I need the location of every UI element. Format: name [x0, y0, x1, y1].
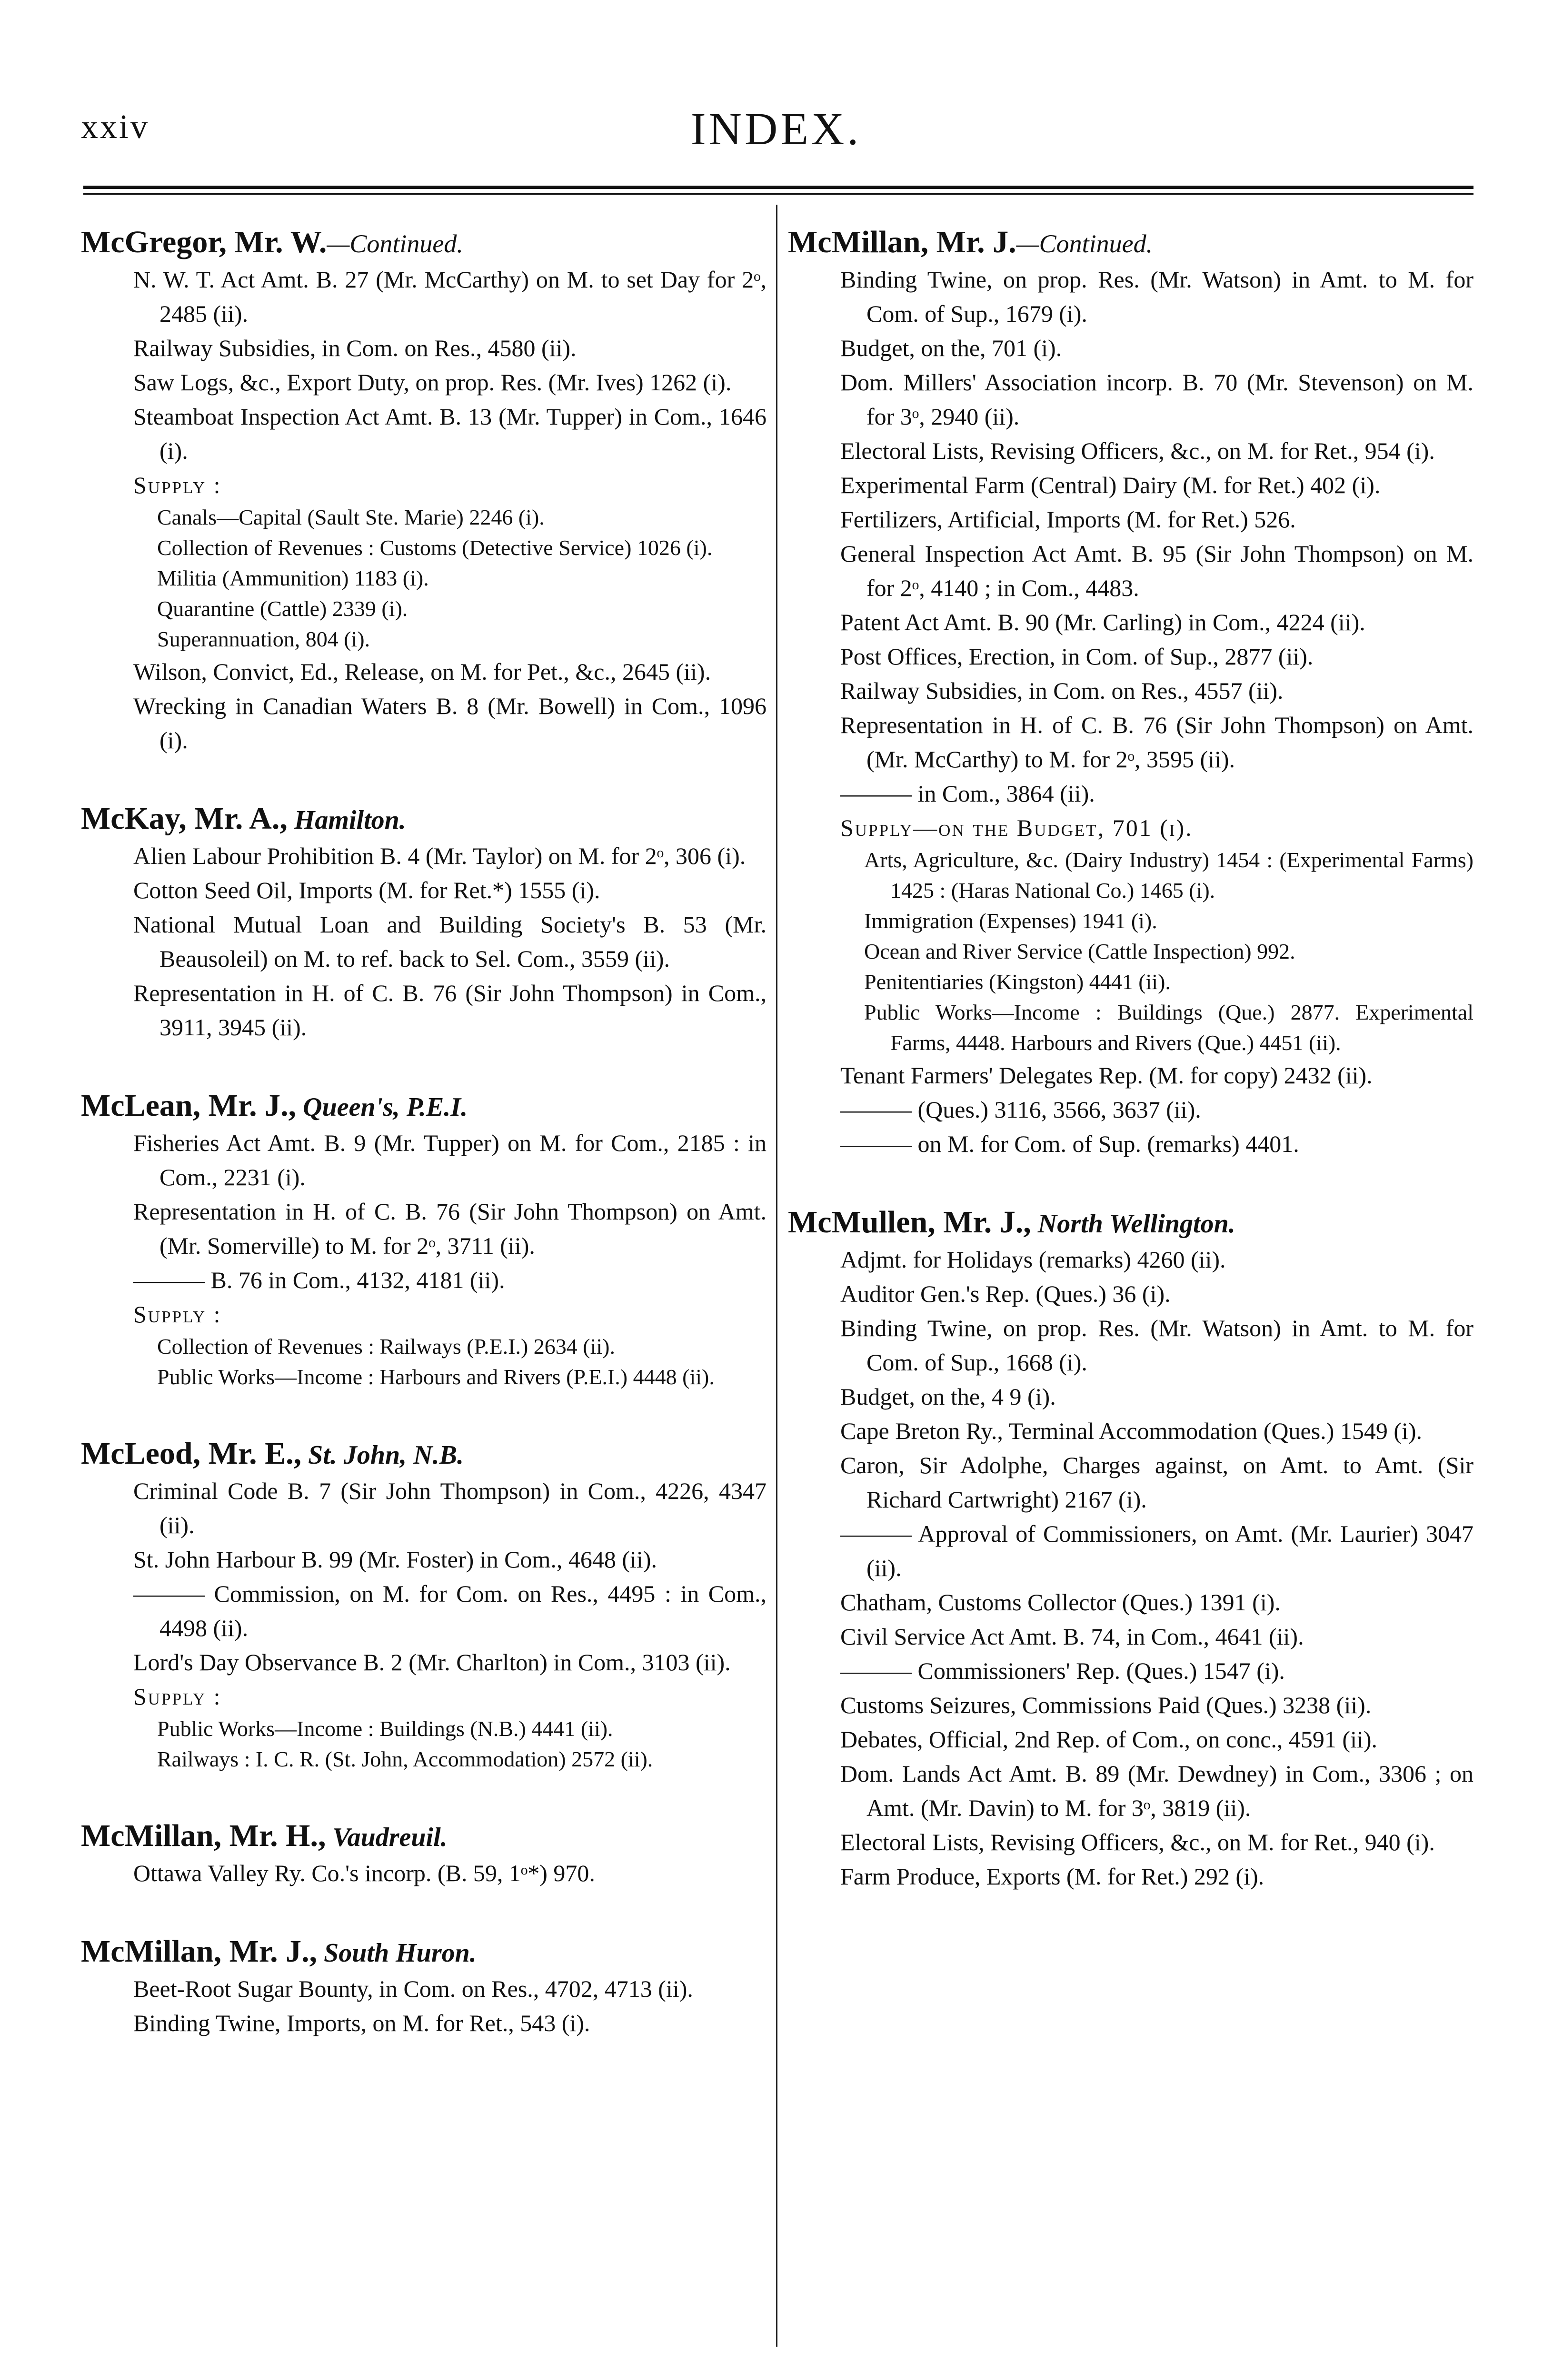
supply-subentry: Public Works—Income : Buildings (N.B.) 4441 (ii). [157, 1716, 613, 1741]
index-entry [81, 1817, 767, 1890]
index-subject: Caron, Sir Adolphe, Charges against, on Amt. to Amt. (Sir Richard Cartwright) 2167 (i). [840, 1452, 1473, 1513]
constituency: Queen's, P.E.I. [296, 1092, 468, 1122]
index-subject: Binding Twine, on prop. Res. (Mr. Watson) in Amt. to M. for Com. of Sup., 1679 (i). [840, 266, 1473, 327]
index-subject: Saw Logs, &c., Export Duty, on prop. Res. (Mr. Ives) 1262 (i). [133, 369, 732, 396]
supply-subentry: Collection of Revenues : Customs (Detective Service) 1026 (i). [157, 536, 713, 560]
index-subject: Auditor Gen.'s Rep. (Ques.) 36 (i). [840, 1280, 1171, 1307]
index-subject: ——— Commissioners' Rep. (Ques.) 1547 (i). [840, 1657, 1285, 1684]
index-subject: N. W. T. Act Amt. B. 27 (Mr. McCarthy) on M. to set Day for 2ᵒ, 2485 (ii). [133, 266, 767, 327]
page-header [81, 102, 1471, 159]
index-subject: National Mutual Loan and Building Society's B. 53 (Mr. Beausoleil) on M. to ref. back to Sel. Com., 3559 (ii). [133, 911, 767, 972]
supply-heading: Supply : [133, 1683, 222, 1710]
supply-heading: Supply : [133, 1301, 222, 1328]
member-name: McGregor, Mr. W. [81, 225, 327, 259]
index-subject: Civil Service Act Amt. B. 74, in Com., 4641 (ii). [840, 1623, 1304, 1650]
supply-subentry: Superannuation, 804 (i). [157, 627, 370, 651]
supply-subentry: Collection of Revenues : Railways (P.E.I.) 2634 (ii). [157, 1334, 616, 1359]
index-entry [788, 224, 1473, 1161]
index-subject: Post Offices, Erection, in Com. of Sup., 2877 (ii). [840, 643, 1314, 670]
index-subject: Alien Labour Prohibition B. 4 (Mr. Taylor) on M. for 2ᵒ, 306 (i). [133, 843, 746, 869]
continued-label: —Continued. [1016, 229, 1153, 258]
supply-subentry: Railways : I. C. R. (St. John, Accommodation) 2572 (ii). [157, 1747, 653, 1771]
index-subject: Patent Act Amt. B. 90 (Mr. Carling) in Com., 4224 (ii). [840, 609, 1365, 635]
member-name: McLeod, Mr. E., [81, 1436, 302, 1471]
index-entry [81, 1435, 767, 1775]
member-name: McMullen, Mr. J., [788, 1205, 1031, 1240]
index-subject: St. John Harbour B. 99 (Mr. Foster) in Com., 4648 (ii). [133, 1546, 657, 1573]
entry-heading [788, 1204, 1473, 1242]
supply-subentry: Public Works—Income : Harbours and Rivers (P.E.I.) 4448 (ii). [157, 1365, 715, 1389]
supply-heading: Supply—on the Budget, 701 (i). [840, 814, 1193, 841]
index-subject: Ottawa Valley Ry. Co.'s incorp. (B. 59, 1ᵒ*) 970. [133, 1860, 595, 1886]
index-subject: Wilson, Convict, Ed., Release, on M. for Pet., &c., 2645 (ii). [133, 658, 711, 685]
supply-subentry: Public Works—Income : Buildings (Que.) 2877. Experimental Farms, 4448. Harbours and Rivers (Que.) 4451 (ii). [864, 1000, 1473, 1055]
index-subject: ——— in Com., 3864 (ii). [840, 780, 1095, 807]
index-subject: Budget, on the, 4 9 (i). [840, 1383, 1056, 1410]
page-number: xxiv [81, 108, 150, 146]
constituency: South Huron. [317, 1938, 477, 1968]
member-name: McMillan, Mr. J., [81, 1934, 318, 1969]
member-name: McMillan, Mr. H., [81, 1818, 326, 1853]
index-subject: Criminal Code B. 7 (Sir John Thompson) in Com., 4226, 4347 (ii). [133, 1478, 767, 1538]
index-entry [81, 800, 767, 1044]
constituency: Vaudreuil. [326, 1823, 448, 1852]
index-subject: ——— B. 76 in Com., 4132, 4181 (ii). [133, 1267, 505, 1293]
constituency: Hamilton. [287, 805, 406, 835]
supply-subentry: Canals—Capital (Sault Ste. Marie) 2246 (i). [157, 505, 545, 529]
supply-subentry: Immigration (Expenses) 1941 (i). [864, 909, 1157, 933]
entry-heading [788, 224, 1473, 262]
entry-heading [81, 1087, 767, 1126]
index-subject: Representation in H. of C. B. 76 (Sir John Thompson) on Amt. (Mr. Somerville) to M. for 2ᵒ, 3711 (ii). [133, 1198, 767, 1259]
index-subject: Railway Subsidies, in Com. on Res., 4557 (ii). [840, 677, 1284, 704]
index-subject: Farm Produce, Exports (M. for Ret.) 292 (i). [840, 1863, 1264, 1890]
index-subject: Binding Twine, on prop. Res. (Mr. Watson) in Amt. to M. for Com. of Sup., 1668 (i). [840, 1315, 1473, 1376]
entry-heading [81, 1435, 767, 1474]
index-subject: Experimental Farm (Central) Dairy (M. for Ret.) 402 (i). [840, 472, 1381, 498]
index-subject: Wrecking in Canadian Waters B. 8 (Mr. Bowell) in Com., 1096 (i). [133, 693, 767, 754]
index-subject: ——— on M. for Com. of Sup. (remarks) 4401. [840, 1130, 1299, 1157]
index-subject: ——— (Ques.) 3116, 3566, 3637 (ii). [840, 1096, 1201, 1123]
index-subject: Budget, on the, 701 (i). [840, 335, 1062, 361]
supply-subentry: Arts, Agriculture, &c. (Dairy Industry) 1454 : (Experimental Farms) 1425 : (Haras National Co.) 1465 (i). [864, 848, 1473, 902]
entry-heading [81, 224, 767, 262]
index-subject: Debates, Official, 2nd Rep. of Com., on conc., 4591 (ii). [840, 1726, 1378, 1753]
member-name: McMillan, Mr. J. [788, 225, 1016, 259]
index-subject: Dom. Lands Act Amt. B. 89 (Mr. Dewdney) in Com., 3306 ; on Amt. (Mr. Davin) to M. for 3ᵒ, 3819 (ii). [840, 1760, 1473, 1821]
page-title: INDEX. [690, 103, 862, 154]
index-entry [81, 1933, 767, 2040]
index-subject: General Inspection Act Amt. B. 95 (Sir John Thompson) on M. for 2ᵒ, 4140 ; in Com., 4483. [840, 540, 1473, 601]
index-subject: Railway Subsidies, in Com. on Res., 4580 (ii). [133, 335, 577, 361]
index-subject: Customs Seizures, Commissions Paid (Ques.) 3238 (ii). [840, 1692, 1372, 1718]
index-subject: Tenant Farmers' Delegates Rep. (M. for copy) 2432 (ii). [840, 1062, 1373, 1089]
entry-heading [81, 1933, 767, 1972]
entry-heading [81, 1817, 767, 1856]
index-subject: ——— Commission, on M. for Com. on Res., 4495 : in Com., 4498 (ii). [133, 1580, 767, 1641]
index-column-right [788, 224, 1473, 1936]
index-subject: Electoral Lists, Revising Officers, &c., on M. for Ret., 954 (i). [840, 437, 1435, 464]
index-subject: Binding Twine, Imports, on M. for Ret., 543 (i). [133, 2010, 590, 2036]
supply-heading: Supply : [133, 472, 222, 498]
index-subject: Beet-Root Sugar Bounty, in Com. on Res., 4702, 4713 (ii). [133, 1975, 693, 2002]
supply-subentry: Militia (Ammunition) 1183 (i). [157, 566, 429, 590]
constituency: North Wellington. [1031, 1209, 1235, 1239]
supply-subentry: Ocean and River Service (Cattle Inspection) 992. [864, 939, 1295, 963]
supply-subentry: Penitentiaries (Kingston) 4441 (ii). [864, 970, 1171, 994]
index-subject: Electoral Lists, Revising Officers, &c., on M. for Ret., 940 (i). [840, 1829, 1435, 1855]
index-subject: ——— Approval of Commissioners, on Amt. (Mr. Laurier) 3047 (ii). [840, 1520, 1473, 1581]
index-subject: Cape Breton Ry., Terminal Accommodation (Ques.) 1549 (i). [840, 1418, 1423, 1444]
index-subject: Steamboat Inspection Act Amt. B. 13 (Mr. Tupper) in Com., 1646 (i). [133, 403, 767, 464]
header-rule-thick [83, 186, 1473, 189]
header-rule-thin [83, 193, 1473, 195]
column-divider [776, 205, 777, 2347]
index-subject: Representation in H. of C. B. 76 (Sir John Thompson) on Amt. (Mr. McCarthy) to M. for 2ᵒ, 3595 (ii). [840, 712, 1473, 773]
index-entry [81, 1087, 767, 1392]
index-subject: Lord's Day Observance B. 2 (Mr. Charlton) in Com., 3103 (ii). [133, 1649, 731, 1676]
entry-heading [81, 800, 767, 839]
continued-label: —Continued. [327, 229, 463, 258]
member-name: McKay, Mr. A., [81, 801, 288, 836]
supply-subentry: Quarantine (Cattle) 2339 (i). [157, 596, 408, 621]
index-subject: Representation in H. of C. B. 76 (Sir John Thompson) in Com., 3911, 3945 (ii). [133, 980, 767, 1041]
index-subject: Adjmt. for Holidays (remarks) 4260 (ii). [840, 1246, 1226, 1273]
index-entry [81, 224, 767, 757]
index-subject: Cotton Seed Oil, Imports (M. for Ret.*) 1555 (i). [133, 877, 600, 903]
index-subject: Chatham, Customs Collector (Ques.) 1391 (i). [840, 1589, 1281, 1616]
index-subject: Fertilizers, Artificial, Imports (M. for Ret.) 526. [840, 506, 1296, 533]
index-subject: Dom. Millers' Association incorp. B. 70 (Mr. Stevenson) on M. for 3ᵒ, 2940 (ii). [840, 369, 1473, 430]
index-column-left [81, 224, 767, 2083]
member-name: McLean, Mr. J., [81, 1088, 297, 1123]
index-subject: Fisheries Act Amt. B. 9 (Mr. Tupper) on M. for Com., 2185 : in Com., 2231 (i). [133, 1130, 767, 1190]
index-entry [788, 1204, 1473, 1894]
constituency: St. John, N.B. [301, 1440, 464, 1470]
